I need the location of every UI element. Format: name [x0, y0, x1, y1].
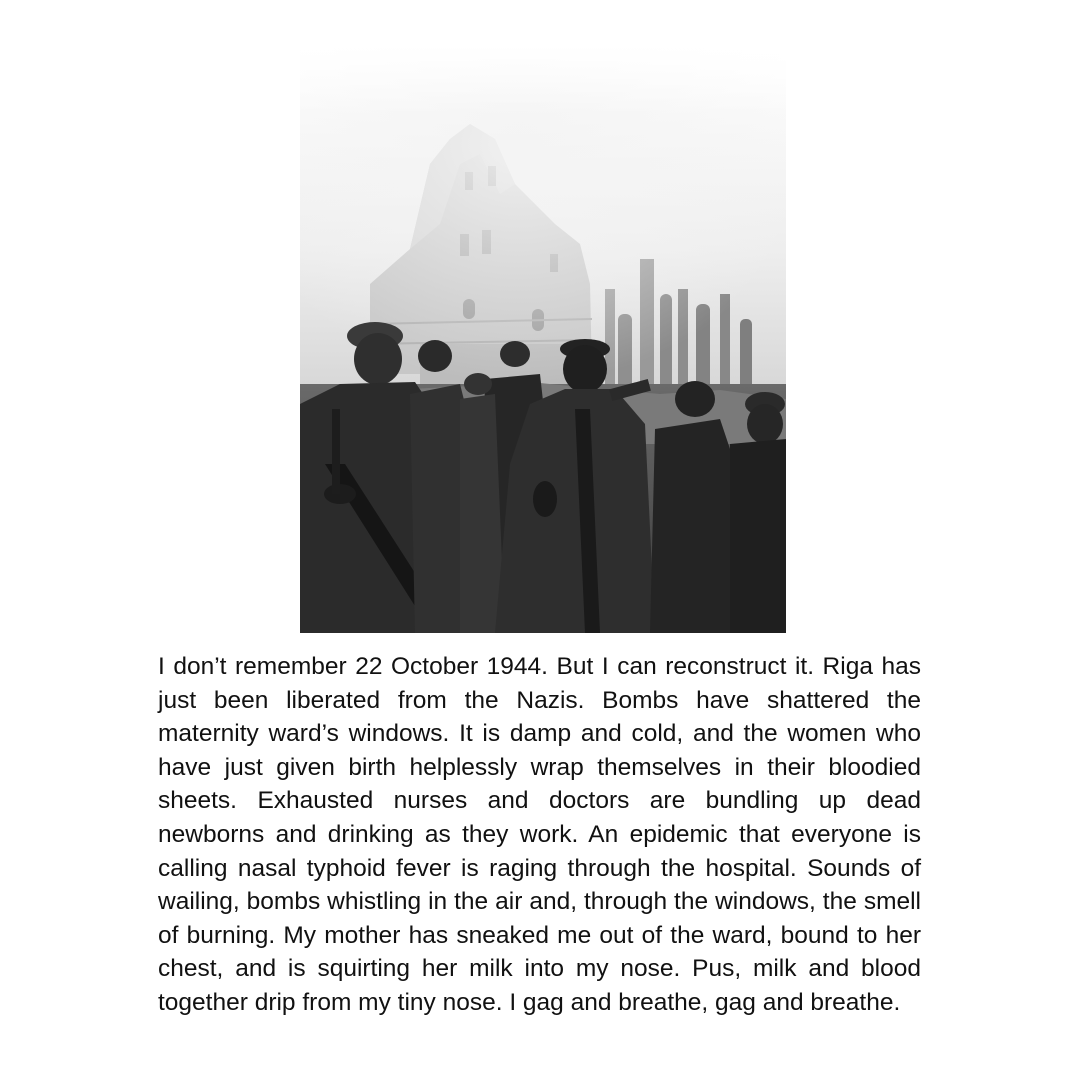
- memoir-passage: I don’t remember 22 October 1944. But I can reconstruct it. Riga has just been liberated from the Nazis. Bombs have shattered the maternity ward’s windows. It is damp and cold, and the women who have just given birth helplessly wrap themselves in their bloodied sheets. Exhausted nurses and doctors are bundling up dead newborns and drinking as they work. An epidemic that everyone is calling nasal typhoid fever is raging through the hospital. Sounds of wailing, bombs whistling in the air and, through the windows, the smell of burning. My mother has sneaked me out of the ward, bound to her chest, and is squirting her milk into my nose. Pus, milk and blood together drip from my tiny nose. I gag and breathe, gag and breathe.: [158, 653, 921, 1016]
- wartime-photograph: [300, 44, 786, 633]
- photograph-image: [300, 44, 786, 633]
